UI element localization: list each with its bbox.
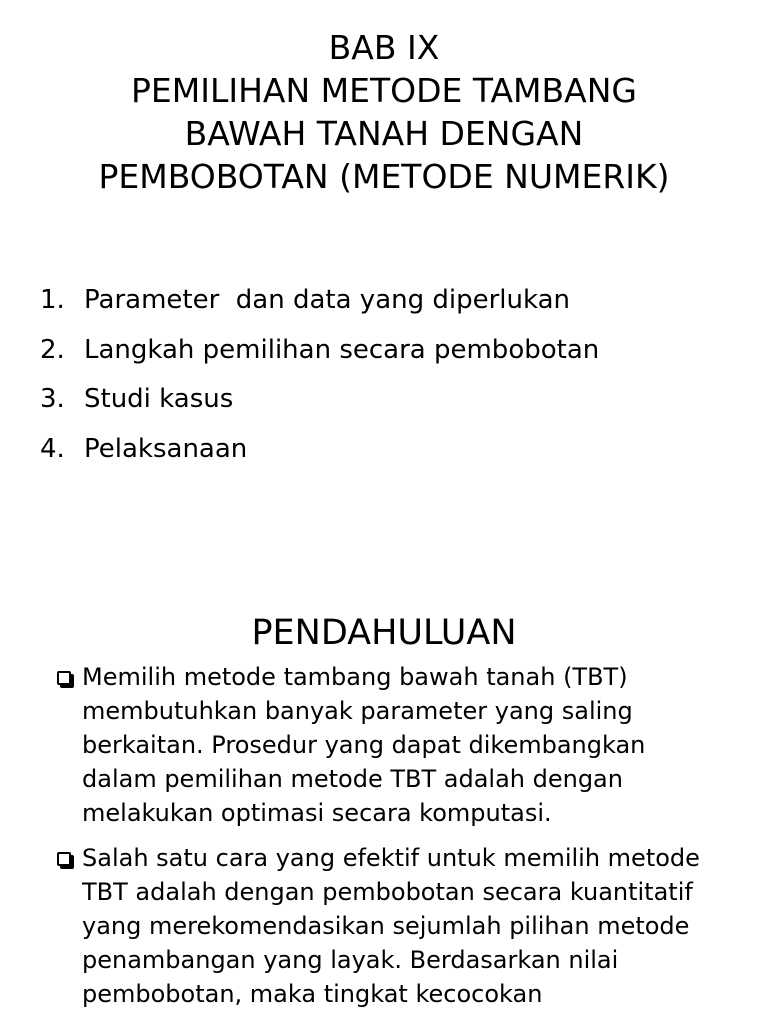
checkbox-bullet-icon xyxy=(57,852,71,866)
agenda-text: Langkah pemilihan secara pembobotan xyxy=(84,334,600,365)
title-line: PEMBOBOTAN (METODE NUMERIK) xyxy=(98,157,670,196)
agenda-item xyxy=(40,326,599,376)
title-line: BAB IX xyxy=(328,28,440,67)
bullet-line: penambangan yang layak. Berdasarkan nilai xyxy=(82,946,619,974)
bullet-item xyxy=(55,660,758,830)
bullet-list xyxy=(55,660,758,1022)
bullet-line: yang merekomendasikan sejumlah pilihan metode xyxy=(82,912,690,940)
checkbox-bullet-icon xyxy=(57,671,71,685)
bullet-item xyxy=(55,841,758,1011)
agenda-text: Pelaksanaan xyxy=(84,433,248,464)
slide-2 xyxy=(0,560,768,1024)
bullet-line: membutuhkan banyak parameter yang saling xyxy=(82,697,633,725)
agenda-number: 1. xyxy=(40,285,65,315)
agenda-item xyxy=(40,425,599,475)
slide-title xyxy=(20,26,748,198)
bullet-line: TBT adalah dengan pembobotan secara kuantitatif xyxy=(82,878,693,906)
title-line: BAWAH TANAH DENGAN xyxy=(184,114,584,153)
bullet-line: berkaitan. Prosedur yang dapat dikembangkan xyxy=(82,731,646,759)
section-title: PENDAHULUAN xyxy=(251,613,517,653)
agenda-number: 2. xyxy=(40,334,65,365)
bullet-line: Salah satu cara yang efektif untuk memilih metode xyxy=(82,844,700,872)
bullet-line: pembobotan, maka tingkat kecocokan xyxy=(82,980,543,1008)
agenda-item xyxy=(40,375,599,425)
bullet-line: melakukan optimasi secara komputasi. xyxy=(82,799,552,827)
agenda-item xyxy=(40,276,599,326)
agenda-number: 3. xyxy=(40,384,65,414)
bullet-line: dalam pemilihan metode TBT adalah dengan xyxy=(82,765,623,793)
title-line: PEMILIHAN METODE TAMBANG xyxy=(131,71,637,110)
agenda-list xyxy=(40,276,599,474)
agenda-text: Parameter dan data yang diperlukan xyxy=(84,285,571,315)
agenda-text: Studi kasus xyxy=(84,384,234,414)
agenda-number: 4. xyxy=(40,433,65,464)
bullet-line: Memilih metode tambang bawah tanah (TBT) xyxy=(82,663,628,691)
